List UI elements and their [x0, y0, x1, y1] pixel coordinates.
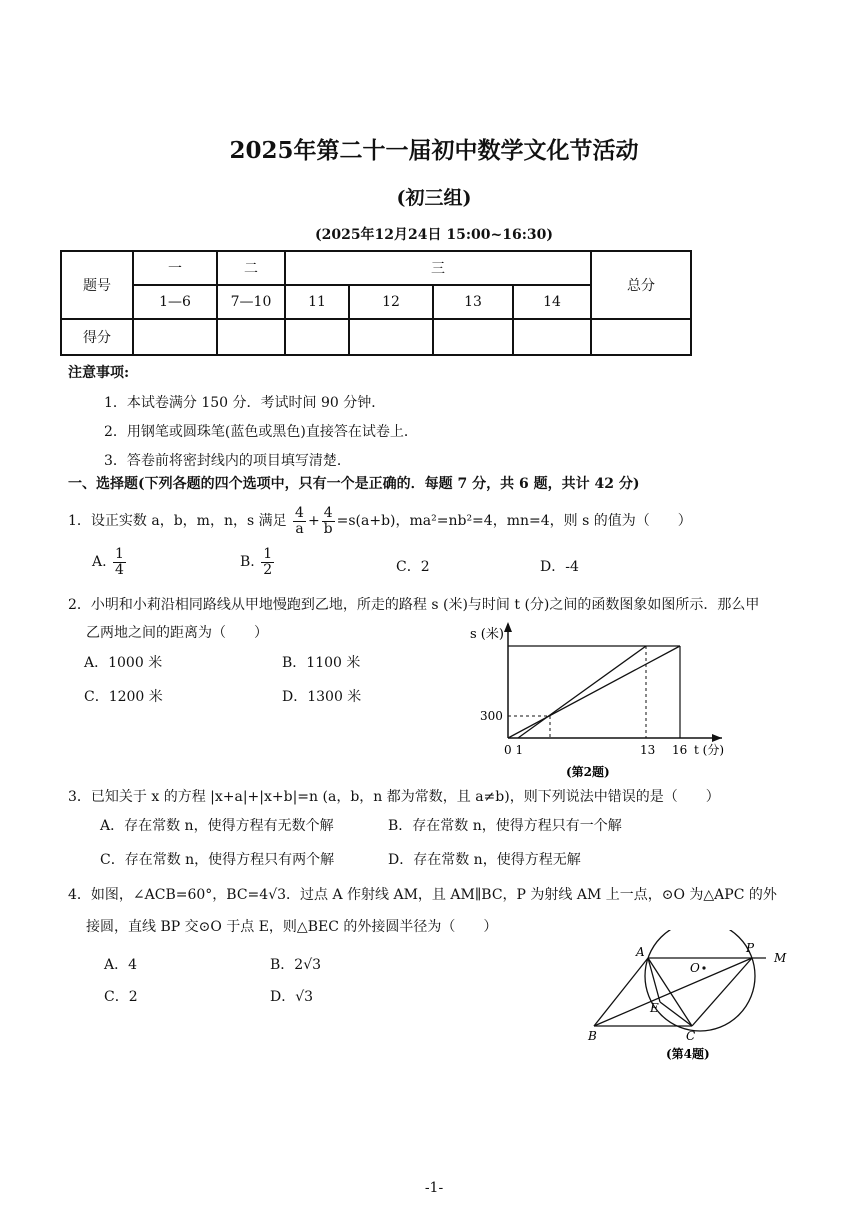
- q4-option-b: B．2√3: [270, 957, 322, 973]
- exam-title: 2025年第二十一届初中数学文化节活动: [229, 137, 639, 164]
- score-group-1: 一: [133, 251, 217, 285]
- q2-figure-caption: (第2题): [566, 765, 610, 779]
- y-axis-label: s (米): [470, 627, 504, 642]
- q1-option-b: B. $\frac{1}{2}$: [240, 546, 273, 578]
- x-tick-16: 16: [672, 743, 688, 757]
- score-table-number-label: 题号: [61, 251, 133, 319]
- x-tick-13: 13: [640, 743, 656, 757]
- label-m: M: [774, 951, 787, 965]
- label-o: O: [690, 961, 700, 975]
- segment-cp: [692, 958, 752, 1026]
- question-3: 3．已知关于 x 的方程 |x+a|+|x+b|=n (a，b，n 都为常数，且 a≠b)，则下列说法中错误的是（ ）: [68, 789, 720, 805]
- q2-figure: [460, 618, 740, 784]
- runner-line-2: [518, 646, 646, 738]
- q1-option-a: A. $\frac{1}{4}$: [92, 546, 124, 578]
- q4-option-c: C．2: [104, 989, 138, 1005]
- score-range-11: 11: [285, 285, 349, 319]
- notes-heading: 注意事项:: [68, 365, 130, 381]
- q2-option-d: D．1300 米: [282, 689, 362, 705]
- score-group-3: 三: [285, 251, 591, 285]
- score-total-label: 总分: [591, 251, 691, 319]
- score-cell: [217, 319, 285, 355]
- score-range-13: 13: [433, 285, 513, 319]
- score-cell: [285, 319, 349, 355]
- exam-subtitle: (初三组): [396, 187, 472, 209]
- q4-figure-caption: (第4题): [666, 1047, 710, 1061]
- q1-fraction: $\frac{4}{a}$: [295, 505, 304, 537]
- q3-option-d: D．存在常数 n，使得方程无解: [388, 852, 581, 868]
- q1-fraction: $\frac{4}{b}$: [323, 505, 333, 537]
- label-p: P: [746, 941, 755, 955]
- score-table: [60, 250, 692, 356]
- x-axis-label: t (分): [694, 743, 725, 757]
- question-2-line1: 2．小明和小莉沿相同路线从甲地慢跑到乙地，所走的路程 s (米)与时间 t (分)之间的函数图象如图所示．那么甲: [68, 597, 760, 613]
- runner-line-1: [508, 646, 680, 738]
- q1-lead: 1．设正实数 a，b，m，n，s 满足: [68, 513, 287, 530]
- score-range-7-10: 7—10: [217, 285, 285, 319]
- q2-option-b: B．1100 米: [282, 655, 361, 671]
- score-cell: [349, 319, 433, 355]
- score-range-14: 14: [513, 285, 591, 319]
- label-a: A: [636, 945, 645, 959]
- exam-date: (2025年12月24日 15:00~16:30): [314, 227, 554, 243]
- segment-ab: [594, 958, 648, 1026]
- segment-ac: [648, 958, 692, 1026]
- label-c: C: [686, 1029, 696, 1043]
- q1-option-c: C．2: [396, 559, 430, 575]
- q1-tail: =s(a+b)，ma²=nb²=4，mn=4，则 s 的值为（ ）: [336, 513, 692, 530]
- score-range-12: 12: [349, 285, 433, 319]
- x-axis-arrow-icon: [712, 734, 722, 742]
- question-4-line1: 4．如图，∠ACB=60°，BC=4√3．过点 A 作射线 AM，且 AM∥BC，P 为射线 AM 上一点，⊙O 为△APC 的外: [68, 887, 777, 903]
- question-1: 1．设正实数 a，b，m，n，s 满足 $\frac{4}{a}$ + $\frac{4}{b}$ =s(a+b)，ma²=nb²=4，mn=4，则 s 的值为（ ）: [68, 505, 692, 537]
- q3-option-b: B．存在常数 n，使得方程只有一个解: [388, 818, 622, 834]
- center-point-o: [702, 966, 705, 969]
- q4-option-a: A．4: [104, 957, 138, 973]
- note-item: 1．本试卷满分 150 分．考试时间 90 分钟．: [104, 395, 386, 411]
- note-item: 2．用钢笔或圆珠笔(蓝色或黑色)直接答在试卷上．: [104, 424, 418, 440]
- q2-option-c: C．1200 米: [84, 689, 163, 705]
- segment-ec: [660, 1002, 692, 1026]
- y-tick-300: 300: [480, 709, 503, 723]
- q3-option-c: C．存在常数 n，使得方程只有两个解: [100, 852, 335, 868]
- question-4-line2: 接圆，直线 BP 交⊙O 于点 E，则△BEC 的外接圆半径为（ ）: [86, 919, 498, 935]
- q4-option-d: D．√3: [270, 989, 314, 1005]
- score-row-label: 得分: [61, 319, 133, 355]
- line-bp: [594, 958, 752, 1026]
- q3-option-a: A．存在常数 n，使得方程有无数个解: [100, 818, 334, 834]
- score-cell: [513, 319, 591, 355]
- y-axis-arrow-icon: [504, 622, 512, 632]
- note-item: 3．答卷前将密封线内的项目填写清楚．: [104, 453, 351, 469]
- score-cell: [591, 319, 691, 355]
- q2-option-a: A．1000 米: [84, 655, 163, 671]
- score-range-1-6: 1—6: [133, 285, 217, 319]
- score-cell: [133, 319, 217, 355]
- label-e: E: [650, 1001, 659, 1015]
- page-number: -1-: [424, 1180, 444, 1196]
- q4-figure: [580, 930, 800, 1065]
- label-b: B: [588, 1029, 597, 1043]
- segment-ae: [648, 958, 660, 1002]
- question-2-line2: 乙两地之间的距离为（ ）: [86, 625, 268, 641]
- section-heading: 一、选择题(下列各题的四个选项中，只有一个是正确的．每题 7 分，共 6 题，共计 42 分): [68, 476, 640, 492]
- score-group-2: 二: [217, 251, 285, 285]
- origin-labels: 0 1: [504, 743, 524, 757]
- score-cell: [433, 319, 513, 355]
- q1-option-d: D．-4: [540, 559, 579, 575]
